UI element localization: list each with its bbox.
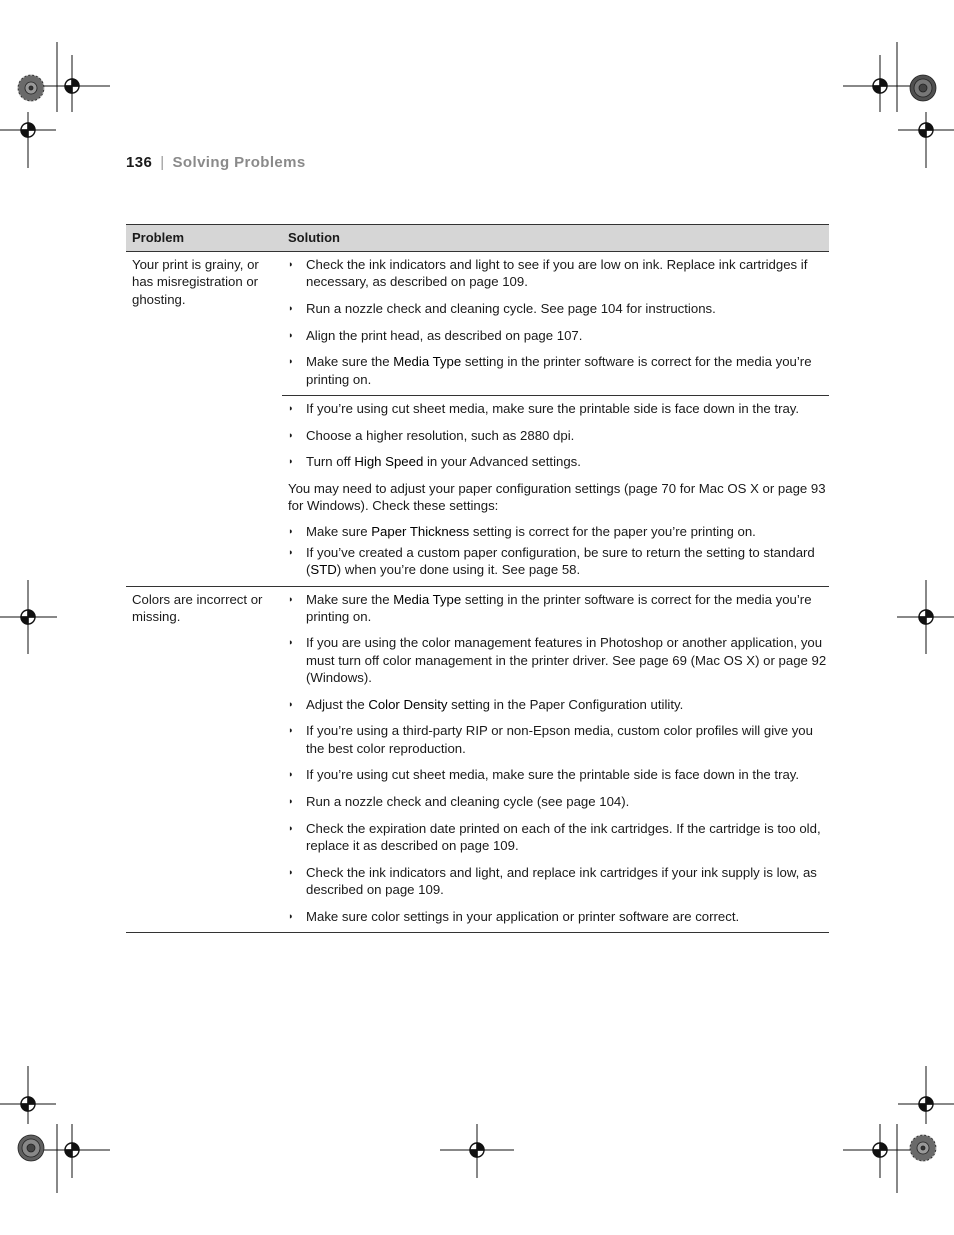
ui-setting-name: High Speed xyxy=(354,454,424,470)
running-header xyxy=(126,154,306,171)
list-item: ◗ Check the expiration date printed on each of the ink cartridges. If the cartridge is too old, replace it as described on page 109. xyxy=(288,820,821,854)
bullet-icon: ◗ xyxy=(288,259,294,269)
list-item: ◗ Align the print head, as described on page 107. xyxy=(288,327,583,343)
bullet-icon: ◗ xyxy=(288,525,294,536)
bullet-icon: ◗ xyxy=(288,546,294,557)
bullet-icon: ◗ xyxy=(288,769,294,780)
bullet-icon: ◗ xyxy=(288,725,294,736)
list-item: ◗ Check the ink indicators and light, and replace ink cartridges if your ink supply is low, as described on page 109. xyxy=(288,864,817,898)
bullet-icon: ◗ xyxy=(288,593,294,604)
bullet-icon: ◗ xyxy=(288,910,294,921)
bullet-icon: ◗ xyxy=(288,302,294,313)
bullet-icon: ◗ xyxy=(288,329,294,340)
bullet-icon: ◗ xyxy=(288,822,294,833)
ui-setting-name: Paper Thickness xyxy=(371,523,470,539)
page-number: 136 xyxy=(126,154,153,171)
solution-block xyxy=(282,252,829,395)
problem-cell: Your print is grainy, or has misregistration or ghosting. xyxy=(132,257,259,307)
table-row xyxy=(126,587,829,934)
bullet-icon: ◗ xyxy=(288,456,294,467)
list-item: ◗ Run a nozzle check and cleaning cycle. See page 104 for instructions. xyxy=(288,300,716,316)
list-item: ◗ If you’re using a third-party RIP or non-Epson media, custom color profiles will give you the best color reproduction. xyxy=(288,723,813,756)
list-item: ◗ If you are using the color management features in Photoshop or another application, you must turn off color management in the printer driver. See page 69 (Mac OS X) or page 92 (Windows). xyxy=(288,635,827,686)
list-item: ◗ Make sure the Media Type setting in the printer software is correct for the media you’re printing on. xyxy=(288,354,812,387)
bullet-icon: ◗ xyxy=(288,637,294,648)
troubleshooting-table xyxy=(126,224,829,933)
list-item: ◗ Make sure the Media Type setting in the printer software is correct for the media you’re printing on. xyxy=(288,591,812,624)
paragraph: You may need to adjust your paper configuration settings (page 70 for Mac OS X or page 93 for Windows). Check these settings: xyxy=(288,481,826,514)
list-item: ◗ If you’re using cut sheet media, make sure the printable side is face down in the tray. xyxy=(288,400,800,416)
table-header xyxy=(126,224,829,252)
bullet-icon: ◗ xyxy=(288,866,294,877)
column-header-solution: Solution xyxy=(288,230,340,246)
list-item: ◗ Choose a higher resolution, such as 2880 dpi. xyxy=(288,427,575,443)
bullet-icon: ◗ xyxy=(288,429,294,440)
ui-setting-name: STD xyxy=(310,562,337,578)
list-item: ◗ If you’re using cut sheet media, make sure the printable side is face down in the tray. xyxy=(288,767,800,783)
bullet-icon: ◗ xyxy=(288,796,294,807)
solution-cell xyxy=(282,252,829,586)
list-item: ◗ If you’ve created a custom paper configuration, be sure to return the setting to standard (STD) when you’re done using it. See page 58. xyxy=(288,544,815,578)
problem-cell: Colors are incorrect or missing. xyxy=(132,591,263,624)
bullet-icon: ◗ xyxy=(288,356,294,367)
list-item: ◗ Turn off High Speed in your Advanced settings. xyxy=(288,454,581,470)
header-separator: | xyxy=(160,154,165,171)
bullet-icon: ◗ xyxy=(288,698,294,709)
ui-setting-name: Color Density xyxy=(368,696,448,712)
list-item: ◗ Adjust the Color Density setting in the Paper Configuration utility. xyxy=(288,696,684,712)
table-row xyxy=(126,252,829,587)
ui-setting-name: Media Type xyxy=(393,354,462,370)
solution-block xyxy=(282,395,829,586)
ui-setting-name: Media Type xyxy=(393,591,462,607)
list-item: ◗ Make sure color settings in your application or printer software are correct. xyxy=(288,908,740,924)
list-item: ◗ Make sure Paper Thickness setting is correct for the paper you’re printing on. xyxy=(288,523,756,539)
column-header-problem: Problem xyxy=(132,230,185,246)
solution-block xyxy=(282,587,829,933)
solution-cell xyxy=(282,587,829,933)
bullet-icon: ◗ xyxy=(288,402,294,413)
list-item: ◗ Check the ink indicators and light to see if you are low on ink. Replace ink cartridges if necessary, as described on page 109. xyxy=(288,257,808,290)
list-item: ◗ Run a nozzle check and cleaning cycle (see page 104). xyxy=(288,794,630,810)
section-title: Solving Problems xyxy=(172,154,306,171)
